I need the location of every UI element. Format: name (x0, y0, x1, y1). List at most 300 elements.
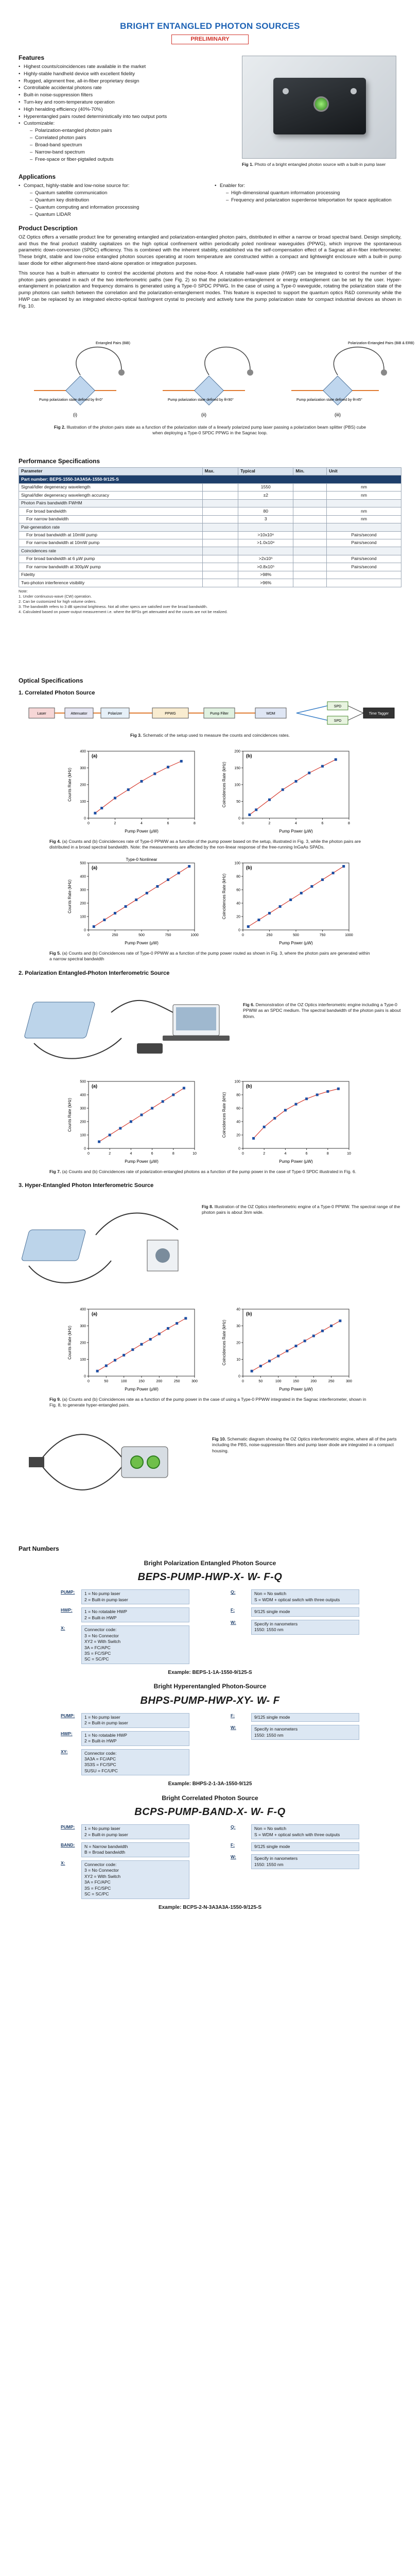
spec-cell (293, 492, 327, 499)
fig4-caption: Fig 4. (a) Counts and (b) Coincidences rate of Type-0 PPWW as a function of the pump power based on the setup, illustrated in Fig. 3, while the photon pairs are distributed in a broad spectral bandwidth. Note: the measurements are affected by the non-linear response of the free-running InGaAs SPADs. (49, 838, 361, 850)
fig5a-chart (66, 855, 200, 947)
y-tick-label: 100 (234, 1080, 240, 1084)
data-point (248, 814, 251, 816)
data-point (312, 1334, 315, 1337)
option-values (81, 1860, 189, 1899)
y-tick-label: 60 (236, 1107, 240, 1111)
specs-notes (19, 589, 401, 615)
plot-area (243, 1309, 349, 1376)
spec-cell (202, 492, 238, 499)
fig2-panel-ii (163, 347, 253, 417)
part-number-code: BEPS-PUMP-HWP-X- W- F-Q (137, 1571, 283, 1583)
option-item (61, 1589, 189, 1604)
option-values (81, 1824, 189, 1839)
specs-heading: Performance Specifications (19, 457, 100, 465)
option-item (61, 1749, 189, 1776)
y-tick-label: 0 (84, 1375, 86, 1379)
x-tick-label: 2 (263, 1151, 266, 1156)
option-key: W: (231, 1725, 236, 1731)
y-axis-label: Coincidences Rate (kHz) (222, 761, 226, 808)
fig5b-chart (220, 855, 354, 947)
option-value: Connector code: (84, 1750, 117, 1756)
y-axis-label: Counts Rate (kHz) (67, 1097, 72, 1132)
setup-component-label: Attenuator (71, 712, 87, 716)
x-tick-label: 6 (151, 1151, 153, 1156)
spec-cell (202, 571, 238, 579)
option-item (61, 1625, 189, 1664)
fig2-panel-label: (iii) (335, 412, 341, 417)
application-item: – Quantum LIDAR (30, 212, 205, 218)
option-value: 3A = FC/APC (84, 1645, 111, 1650)
spec-row (19, 515, 401, 523)
col-parameter: Parameter (19, 467, 203, 475)
option-value: 1 = No pump laser (84, 1826, 120, 1832)
time-tagger-label: Time Tagger (369, 712, 389, 716)
data-point (180, 760, 183, 762)
panel-label: (a) (92, 1311, 97, 1316)
option-values (81, 1607, 189, 1622)
panel-label: (b) (246, 753, 252, 758)
option-key: Q: (231, 1824, 236, 1830)
option-item (61, 1842, 189, 1857)
option-item (231, 1725, 359, 1740)
spec-cell: >96% (238, 579, 293, 587)
spec-cell: Coincidences rate (19, 547, 203, 555)
data-point (188, 865, 190, 868)
x-tick-label: 4 (284, 1151, 287, 1156)
x-axis-label: Pump Power (µW) (125, 940, 159, 945)
x-tick-label: 10 (347, 1151, 351, 1156)
spec-cell (293, 547, 327, 555)
fiber-port-icon (283, 88, 289, 94)
spec-cell: >2x10⁵ (238, 555, 293, 563)
spec-row (19, 507, 401, 515)
y-tick-label: 300 (80, 1324, 86, 1328)
option-key: HWP: (61, 1731, 73, 1736)
y-tick-label: 100 (234, 783, 240, 787)
data-point (304, 1340, 306, 1342)
spec-cell: nm (327, 515, 401, 523)
spec-cell (293, 579, 327, 587)
y-tick-label: 200 (80, 1120, 86, 1124)
plot-area (243, 1081, 349, 1148)
data-point (184, 1317, 187, 1319)
option-value: B = Broad bandwidth (84, 1850, 126, 1855)
feature-item: • Hyperentangled pairs routed deterministically into two output ports (19, 114, 233, 121)
y-tick-label: 400 (80, 750, 86, 754)
spec-cell: Signal/Idler degeneracy wavelength accuracy (19, 492, 203, 499)
option-values (251, 1725, 359, 1740)
data-point (172, 1093, 174, 1096)
part-number-group (19, 1682, 401, 1787)
fig7-charts (19, 1073, 401, 1166)
spec-cell (202, 547, 238, 555)
y-tick-label: 0 (238, 1375, 240, 1379)
spec-cell: Photon Pairs bandwidth FWHM (19, 499, 203, 507)
fig9a-chart (66, 1301, 200, 1394)
option-value: Connector code: (84, 1627, 117, 1633)
x-tick-label: 250 (328, 1379, 335, 1383)
fig1-caption: Fig 1. Photo of a bright entangled photon source with a built-in pump laser (242, 161, 386, 167)
options-column-right (231, 1713, 359, 1779)
option-key: F: (231, 1842, 235, 1848)
data-point (257, 919, 260, 921)
y-tick-label: 100 (80, 1358, 86, 1362)
y-tick-label: 80 (236, 875, 240, 879)
data-point (151, 1107, 153, 1109)
fiber-port-icon (351, 88, 357, 94)
spec-cell: 80 (238, 507, 293, 515)
datasheet-page (0, 21, 420, 2576)
spec-cell: For narrow bandwidth at 300µW pump (19, 563, 203, 571)
col-min: Min. (293, 467, 327, 475)
part-number-group (19, 1794, 401, 1911)
setup-component-label: Laser (37, 712, 46, 716)
data-point (284, 1109, 287, 1111)
x-tick-label: 8 (326, 1151, 329, 1156)
applications-row (19, 183, 401, 218)
data-point (167, 878, 169, 881)
spec-row (19, 523, 401, 531)
options-column-right (231, 1589, 359, 1667)
spec-cell (293, 523, 327, 531)
x-tick-label: 100 (120, 1379, 127, 1383)
option-key: W: (231, 1854, 236, 1860)
section-hyper: 3. Hyper-Entangled Photon Interferometric Source (19, 1182, 154, 1189)
options-column-left (61, 1713, 189, 1779)
option-values (81, 1625, 189, 1664)
part-number-row: Part number: BEPS-1550-3A3A5A-1550-9/125-S (19, 476, 401, 483)
features-heading: Features (19, 54, 45, 61)
fig9b-chart (220, 1301, 354, 1394)
spec-row (19, 571, 401, 579)
spec-row (19, 547, 401, 555)
x-tick-label: 200 (156, 1379, 163, 1383)
spec-cell (238, 523, 293, 531)
data-point (94, 812, 96, 815)
option-value: 3 = No Connector (84, 1868, 119, 1873)
panel-label: (b) (246, 865, 252, 870)
spec-cell (293, 499, 327, 507)
option-values (81, 1749, 189, 1776)
data-point (93, 925, 95, 928)
y-axis-label: Coincidences Rate (kHz) (222, 1092, 226, 1138)
option-value: XY2 = With Switch (84, 1873, 121, 1879)
spec-cell: Pairs/second (327, 531, 401, 539)
spec-note: 4. Calculated based on power-output measurement i.e. where the BPSs get attenuated and the counts are not be realized. (19, 609, 228, 615)
data-point (141, 780, 143, 783)
option-key: F: (231, 1607, 235, 1613)
data-point (326, 1090, 329, 1093)
spec-cell (327, 571, 401, 579)
data-point (103, 919, 106, 921)
application-item: – Quantum key distribution (30, 197, 205, 204)
option-value: 1550: 1550 nm (254, 1732, 284, 1738)
option-value: 9/125 single mode (254, 1609, 290, 1615)
spec-row (19, 483, 401, 491)
spec-cell: Pairs/second (327, 563, 401, 571)
data-point (114, 796, 116, 799)
data-point (114, 1359, 116, 1362)
y-tick-label: 20 (236, 1341, 240, 1345)
option-value: 3S = FC/SPC (84, 1885, 111, 1891)
data-point (321, 1330, 324, 1332)
option-values (81, 1589, 189, 1604)
product-photo (242, 56, 396, 159)
applications-lead: • Compact, highly-stable and low-noise source for: (19, 183, 205, 190)
fig8-caption: Fig 8. Illustration of the OZ Optics interferometric engine of a Type-0 PPWW. The spectral range of the photon pairs is about 3nm wide. (202, 1204, 400, 1215)
options-column-right (231, 1824, 359, 1902)
data-point (295, 1103, 297, 1105)
option-values (251, 1824, 359, 1839)
part-numbers-heading: Part Numbers (19, 1545, 59, 1552)
enabler-item: – High-dimensional quantum information processing (226, 190, 401, 197)
x-tick-label: 300 (346, 1379, 352, 1383)
spec-row (19, 531, 401, 539)
spec-cell (293, 563, 327, 571)
data-point (127, 788, 130, 791)
specs-table (19, 467, 401, 587)
option-values (251, 1607, 359, 1616)
spec-cell: nm (327, 492, 401, 499)
spec-cell (327, 523, 401, 531)
fig3-setup-diagram (19, 699, 401, 730)
part-number-title: Bright Hyperentangled Photon-Source (153, 1683, 267, 1690)
fig2-panel-iii (291, 342, 414, 417)
col-typical: Typical (238, 467, 293, 475)
x-tick-label: 1000 (345, 933, 353, 937)
spec-row (19, 563, 401, 571)
spec-cell (327, 579, 401, 587)
option-key: PUMP: (61, 1824, 75, 1830)
y-tick-label: 100 (234, 861, 240, 866)
x-axis-label: Pump Power (µW) (279, 1386, 313, 1392)
y-tick-label: 40 (236, 1308, 240, 1312)
specs-header-row (19, 467, 401, 475)
data-point (247, 925, 250, 928)
option-value: N = Narrow bandwidth (84, 1844, 128, 1849)
data-point (295, 1345, 297, 1347)
y-tick-label: 60 (236, 888, 240, 892)
spec-note: Note: (19, 588, 28, 594)
option-value: Specify in nanometers (254, 1621, 298, 1626)
customizable-item: – Correlated photon pairs (30, 135, 233, 142)
spec-cell (293, 555, 327, 563)
fig2-illustration (19, 313, 414, 421)
part-number-title: Bright Polarization Entangled Photon Source (144, 1560, 276, 1567)
x-tick-label: 250 (112, 933, 118, 937)
y-tick-label: 0 (84, 928, 86, 933)
application-item: – Quantum computing and information processing (30, 205, 205, 211)
spec-cell (293, 531, 327, 539)
x-axis-label: Pump Power (µW) (279, 1159, 313, 1164)
x-tick-label: 0 (87, 1379, 90, 1383)
option-value: 3 = No Connector (84, 1633, 119, 1638)
data-point (149, 1338, 152, 1341)
data-point (156, 885, 159, 888)
spec-cell (202, 531, 238, 539)
y-tick-label: 0 (238, 817, 240, 821)
y-axis-label: Counts Rate (kHz) (67, 1326, 72, 1360)
data-point (183, 1087, 185, 1089)
y-tick-label: 200 (80, 1341, 86, 1345)
x-tick-label: 6 (167, 821, 169, 825)
panel-label: (a) (92, 753, 97, 758)
customizable-item: – Narrow-band spectrum (30, 149, 233, 156)
spd-label: SPD (334, 719, 342, 723)
panel-label: (a) (92, 865, 97, 870)
y-tick-label: 200 (80, 783, 86, 787)
x-tick-label: 500 (138, 933, 145, 937)
part-number-title: Bright Correlated Photon Source (162, 1794, 258, 1802)
fig4-charts (19, 743, 401, 836)
x-axis-label: Pump Power (µW) (125, 1386, 159, 1392)
spec-note: 3. The bandwidth refers to 3 dB spectral brightness. Not all other specs are satisfied over the broad bandwidth. (19, 604, 208, 609)
x-tick-label: 250 (173, 1379, 180, 1383)
option-item (61, 1731, 189, 1746)
option-item (231, 1620, 359, 1635)
y-tick-label: 200 (80, 902, 86, 906)
data-point (268, 912, 271, 914)
option-key: F: (231, 1713, 235, 1718)
data-point (268, 799, 271, 801)
spec-row (19, 499, 401, 507)
spec-cell: nm (327, 483, 401, 491)
data-point (135, 899, 137, 901)
section-polarization: 2. Polarization Entangled-Photon Interferometric Source (19, 970, 170, 976)
option-item (231, 1854, 359, 1869)
option-key: HWP: (61, 1607, 73, 1613)
x-tick-label: 0 (242, 1379, 244, 1383)
description-paragraph-1: OZ Optics offers a versatile product line for generating entangled and polarization-entangled photon pairs, distributed in either a narrow or broad spectral band. Design simplicity, and thus the final product stability capitalizes on the high optical confinement within periodically poled nonlinear waveguides (PPWG), which improve the spontaneous parametric down-conversion (SPDC) efficiency. This is combined with the inherent stability, established via the self-compensation effect of a Sagnac all-in-fiber interferometer. These bright, stable and low-noise entangled photon sources operating at room temperature are constructed within a compact and lightweight enclosure with a built-in pump laser diode for either alignment-free stand-alone operation or integration purposes. (19, 234, 401, 266)
part-number-example: Example: BCPS-2-N-3A3A3A-1550-9/125-S (158, 1904, 262, 1910)
x-tick-label: 0 (87, 1151, 90, 1156)
y-tick-label: 40 (236, 902, 240, 906)
data-point (167, 1327, 169, 1330)
x-tick-label: 8 (172, 1151, 174, 1156)
x-tick-label: 0 (242, 821, 244, 825)
col-max: Max. (202, 467, 238, 475)
fig2-pump-label: Pump polarization state defined by θ=90° (168, 398, 234, 402)
y-tick-label: 300 (80, 766, 86, 770)
data-point (162, 1100, 164, 1103)
applications-left (19, 183, 205, 218)
option-value: S = WDM + optical switch with three outputs (254, 1832, 340, 1837)
x-axis-label: Pump Power (µW) (125, 1159, 159, 1164)
option-value: 3A3A = FC/APC (84, 1756, 116, 1761)
page-title: BRIGHT ENTANGLED PHOTON SOURCES (120, 21, 300, 31)
option-key: X: (61, 1625, 65, 1631)
data-point (114, 912, 116, 914)
y-axis-label: Counts Rate (kHz) (67, 768, 72, 802)
spec-cell: Signal/Idler degeneracy wavelength (19, 483, 203, 491)
data-point (98, 1140, 100, 1143)
spec-cell: >98% (238, 571, 293, 579)
x-tick-label: 8 (194, 821, 196, 825)
option-value: Non = No switch (254, 1826, 287, 1832)
option-value: Connector code: (84, 1861, 117, 1867)
option-value: SC = SC/PC (84, 1656, 109, 1662)
y-axis-label: Counts Rate (kHz) (67, 879, 72, 913)
option-value: 2 = Built-in pump laser (84, 1597, 128, 1602)
fig2-pump-label: Pump polarization state defined by θ=0° (39, 398, 103, 402)
part-number-options (19, 1713, 401, 1779)
spec-cell: >10x10⁸ (238, 531, 293, 539)
options-column-left (61, 1824, 189, 1902)
customizable-item: – Polarization-entangled photon pairs (30, 128, 233, 134)
y-tick-label: 150 (234, 766, 240, 770)
y-axis-label: Coincidences Rate (kHz) (222, 873, 226, 920)
option-values (81, 1842, 189, 1857)
option-item (61, 1713, 189, 1728)
spec-note: 1. Under continuous-wave (CW) operation. (19, 594, 92, 599)
fig8-illustration (19, 1194, 194, 1297)
y-tick-label: 30 (236, 1324, 240, 1328)
x-tick-label: 4 (141, 821, 143, 825)
fig6-caption: Fig 6. Demonstration of the OZ Optics interferometric engine including a Type-0 PPWW as an SPDC medium. The spectral bandwidth of the photon pairs is about 80nm. (243, 1002, 401, 1019)
x-tick-label: 0 (242, 933, 244, 937)
applications-heading: Applications (19, 173, 56, 181)
part-number-options (19, 1824, 401, 1902)
x-tick-label: 4 (130, 1151, 132, 1156)
data-point (308, 772, 310, 774)
data-point (277, 1354, 279, 1357)
x-tick-label: 750 (319, 933, 326, 937)
indicator-lens-icon (313, 96, 329, 112)
x-axis-label: Pump Power (µW) (279, 828, 313, 834)
option-item (231, 1824, 359, 1839)
spec-cell: 3 (238, 515, 293, 523)
x-tick-label: 2 (268, 821, 271, 825)
fig10-illustration (19, 1416, 204, 1509)
x-axis-label: Pump Power (µW) (279, 940, 313, 945)
y-tick-label: 400 (80, 1308, 86, 1312)
description-paragraph-2: This source has a built-in attenuator to control the accidental photons and the noise-floor. A rotatable half-wave plate (HWP) can be integrated to control the number of the photon pairs generated in each of the two interferometric paths (see Fig. 2) so that the polarization-entanglement or energy entanglement can be set by the user. Hyper-entanglement in polarization and frequency domains is generated using a Type-0 SPDC PPWG. In the case of using a Type-0 waveguide, rotating the polarization state of the pump photons can switch between the correlation and the polarization-entanglement modes. This feature is expected to support the quantum optics R&D community while the HWP can be replaced by an integrated electro-optical fast/ingrent crystal to precisely and actively tune the pump polarization state for compact industrial devices as shown in Fig. 10. (19, 270, 401, 309)
data-point (158, 1333, 161, 1335)
feature-item: • Controllable accidental photons rate (19, 85, 233, 92)
spec-note: 2. Can be customized for high volume orders. (19, 599, 97, 604)
x-axis-label: Pump Power (µW) (125, 828, 159, 834)
data-point (279, 905, 282, 908)
data-point (268, 1360, 271, 1362)
col-unit: Unit (327, 467, 401, 475)
option-value: S = WDM + optical switch with three outputs (254, 1597, 340, 1602)
option-key: X: (61, 1860, 65, 1866)
setup-component-label: WDM (266, 712, 275, 716)
fig5-caption: Fig 5. (a) Counts and (b) Coincidences rate of Type-0 PPWW as a function of the pump power routed as shown in Fig. 3, where the photon pairs are generated within a narrow spectral bandwidth (49, 950, 370, 962)
option-key: PUMP: (61, 1713, 75, 1718)
spec-cell: >1.0x10⁸ (238, 539, 293, 547)
fig7a-chart (66, 1073, 200, 1166)
fig7-caption: Fig 7. (a) Counts and (b) Coincidences rate of polarization-entangled photons as a function of the pump power in the case of Type-0 SPDC illustrated in Fig. 6. (49, 1168, 357, 1174)
data-point (300, 892, 303, 894)
y-tick-label: 500 (80, 861, 86, 866)
spec-cell (202, 579, 238, 587)
x-tick-label: 2 (114, 821, 116, 825)
chart-title: Type-0 Nonlinear (126, 857, 157, 862)
option-value: 3A = FC/APC (84, 1879, 111, 1885)
spec-cell: 1550 (238, 483, 293, 491)
application-item: – Quantum satellite communication (30, 190, 205, 197)
data-point (289, 899, 292, 901)
data-point (131, 1348, 134, 1351)
data-point (122, 1354, 125, 1357)
part-number-code: BCPS-PUMP-BAND-X- W- F-Q (134, 1806, 286, 1818)
fig4b-chart (220, 743, 354, 836)
spec-cell (202, 483, 238, 491)
x-tick-label: 100 (275, 1379, 282, 1383)
data-point (125, 905, 127, 908)
